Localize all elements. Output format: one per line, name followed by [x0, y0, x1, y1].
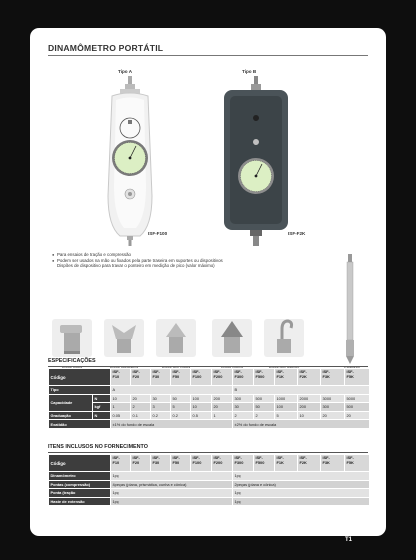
hook-tip-image — [262, 317, 306, 359]
cell: 30 — [233, 403, 254, 412]
spec-capacity-kgf-row — [49, 403, 370, 412]
items-row-label: Haste de extensão — [49, 497, 111, 506]
cell: 500 — [254, 394, 275, 403]
cell: 10 — [111, 394, 131, 403]
spec-type-row — [49, 386, 370, 395]
cell: 20 — [131, 394, 151, 403]
feature-item: ● Para ensaios de tração e compressão — [52, 252, 131, 257]
spec-graduation-unit: N — [93, 411, 111, 420]
cell: 500 — [345, 403, 370, 412]
cell: 0.5 — [191, 411, 212, 420]
spec-code-cell: ISF- F2K — [298, 369, 321, 386]
cell: 1 — [111, 403, 131, 412]
items-row-a: 1pç — [111, 489, 233, 498]
cell: 3000 — [321, 394, 345, 403]
items-row-a: 1pç — [111, 497, 233, 506]
cell: 1000 — [275, 394, 298, 403]
cell: 200 — [298, 403, 321, 412]
cell: 300 — [321, 403, 345, 412]
items-code-cell: ISF- F2K — [298, 455, 321, 472]
items-code-cell: ISF- F100 — [191, 455, 212, 472]
spec-code-cell: ISF- F30 — [151, 369, 171, 386]
spec-code-cell: ISF- F200 — [212, 369, 233, 386]
cell: 3 — [151, 403, 171, 412]
cell: 5000 — [345, 394, 370, 403]
items-code-cell: ISF- F200 — [212, 455, 233, 472]
cell: 20 — [321, 411, 345, 420]
spec-capacity-label: Capacidade — [49, 394, 93, 411]
spec-code-label: Código — [49, 369, 111, 386]
items-code-cell: ISF- F3K — [321, 455, 345, 472]
spec-capacity-n-row — [49, 394, 370, 403]
cell: 50 — [254, 403, 275, 412]
spec-unit-n: N — [93, 394, 111, 403]
items-code-cell: ISF- F500 — [254, 455, 275, 472]
page-number: T1 — [345, 537, 353, 543]
items-row-a: 4peças (plana, prismática, cunha e cônica) — [111, 480, 233, 489]
items-code-row — [49, 455, 370, 472]
model-a-label: ISF-F100 — [148, 231, 168, 236]
prismatic-tip-image — [102, 317, 146, 359]
cell: 0.2 — [151, 411, 171, 420]
gauge-type-b-image — [218, 76, 294, 246]
items-code-cell: ISF- F5K — [345, 455, 370, 472]
spec-code-cell: ISF- F20 — [131, 369, 151, 386]
model-b-label: ISF-F2K — [288, 231, 306, 236]
cell: 100 — [275, 403, 298, 412]
cell: 100 — [191, 394, 212, 403]
items-row-b: 2peças (plana e cônica) — [233, 480, 370, 489]
items-row-label: Ponta (tração — [49, 489, 111, 498]
spec-code-cell: ISF- F10 — [111, 369, 131, 386]
items-row-b: 1pç — [233, 472, 370, 481]
cell: 0.1 — [131, 411, 151, 420]
spec-code-cell: ISF- F50 — [171, 369, 191, 386]
spec-type-a: A — [111, 386, 233, 395]
spec-code-cell: ISF- F100 — [191, 369, 212, 386]
spec-code-cell: ISF- F3K — [321, 369, 345, 386]
items-table — [48, 454, 370, 506]
page-title: DINAMÔMETRO PORTÁTIL — [48, 43, 164, 53]
items-code-cell: ISF- F20 — [131, 455, 151, 472]
spec-accuracy-b: ±2% do fundo de escala — [233, 420, 370, 429]
spec-type-label: Tipo — [49, 386, 111, 395]
spec-code-cell: ISF- F5K — [345, 369, 370, 386]
cell: 50 — [171, 394, 191, 403]
conical-tip-image — [210, 317, 254, 359]
spec-section-divider — [48, 366, 368, 367]
items-code-cell: ISF- F30 — [151, 455, 171, 472]
type-b-label: Tipo B — [242, 69, 257, 74]
spec-graduation-label: Graduação — [49, 411, 93, 420]
items-code-cell: ISF- F300 — [233, 455, 254, 472]
feature-item: ● Podem ser usados na mão ou fixados pela parte traseira em suportes ou dispositivos — [52, 257, 223, 263]
spec-graduation-row — [49, 411, 370, 420]
cell: 2 — [254, 411, 275, 420]
spec-code-cell: ISF- F500 — [254, 369, 275, 386]
items-row-label: Pontas (compressão) — [49, 480, 111, 489]
items-row-label: Dinamômetro — [49, 472, 111, 481]
spec-code-row — [49, 369, 370, 386]
items-code-cell: ISF- F10 — [111, 455, 131, 472]
items-code-cell: ISF- F50 — [171, 455, 191, 472]
cell: 10 — [191, 403, 212, 412]
spec-accuracy-label: Exatidão — [49, 420, 111, 429]
items-row — [49, 497, 370, 506]
spec-accuracy-a: ±1% do fundo de escala — [111, 420, 233, 429]
cell: 2 — [131, 403, 151, 412]
items-code-label: Código — [49, 455, 111, 472]
items-code-cell: ISF- F1K — [275, 455, 298, 472]
cell: 1 — [212, 411, 233, 420]
catalog-page — [30, 28, 386, 536]
items-row — [49, 489, 370, 498]
items-row-b: 1pç — [233, 489, 370, 498]
items-row — [49, 480, 370, 489]
cell: 0.05 — [111, 411, 131, 420]
spec-table — [48, 368, 370, 429]
cell: 5 — [171, 403, 191, 412]
cell: 2000 — [298, 394, 321, 403]
cell: 2 — [233, 411, 254, 420]
cell: 0.2 — [171, 411, 191, 420]
cell: 10 — [298, 411, 321, 420]
items-row-a: 1pç — [111, 472, 233, 481]
items-row-b: 1pç — [233, 497, 370, 506]
spec-code-cell: ISF- F300 — [233, 369, 254, 386]
cell: 30 — [151, 394, 171, 403]
feature-item: Dispões de dispositivo para travar o ponteiro em medição de pico (valor máximo) — [57, 263, 215, 269]
spec-type-b: B — [233, 386, 370, 395]
cell: 300 — [233, 394, 254, 403]
features-list — [52, 252, 223, 269]
cell: 200 — [212, 394, 233, 403]
extension-rod-image — [344, 254, 356, 364]
gauge-type-a-image — [90, 76, 170, 246]
items-section-divider — [48, 452, 368, 453]
items-row — [49, 472, 370, 481]
items-section-title: ITENS INCLUSOS NO FORNECIMENTO — [48, 444, 148, 450]
wedge-tip-image — [154, 317, 198, 359]
title-divider — [48, 55, 368, 56]
cell: 20 — [212, 403, 233, 412]
cell: 20 — [345, 411, 370, 420]
type-a-label: Tipo A — [118, 69, 133, 74]
flat-tip-image — [50, 317, 94, 359]
spec-code-cell: ISF- F1K — [275, 369, 298, 386]
spec-unit-kgf: kgf — [93, 403, 111, 412]
spec-section-title: ESPECIFICAÇÕES — [48, 358, 96, 364]
spec-accuracy-row — [49, 420, 370, 429]
cell: 5 — [275, 411, 298, 420]
